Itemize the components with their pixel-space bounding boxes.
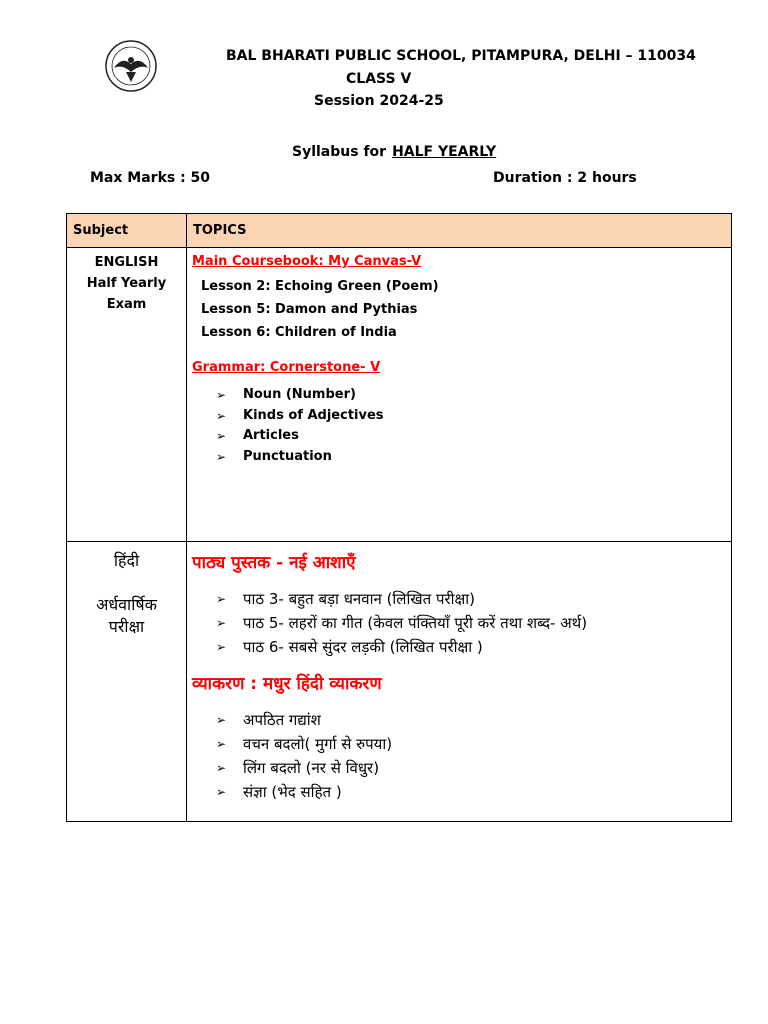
subject-line: Half Yearly (86, 276, 167, 291)
subject-line: अर्धवार्षिक (96, 595, 157, 614)
topics-hindi (187, 542, 732, 822)
lesson-item: Lesson 2: Echoing Green (Poem) (201, 279, 439, 294)
table-row-hindi (67, 542, 732, 822)
list-item: ➢ पाठ 5- लहरों का गीत (केवल पंक्तियाँ पूरी करें तथा शब्द- अर्थ) (216, 611, 731, 635)
subject-line: Exam (106, 297, 147, 312)
grammar-heading: Grammar: Cornerstone- V (192, 360, 381, 375)
subject-hindi (67, 542, 187, 822)
term-label: HALF YEARLY (392, 144, 497, 160)
list-item: ➢ Noun (Number) (216, 385, 731, 406)
list-item: ➢ पाठ 6- सबसे सुंदर लड़की (लिखित परीक्षा ) (216, 635, 731, 659)
coursebook-heading: Main Coursebook: My Canvas-V (192, 254, 422, 269)
list-item: ➢ संज्ञा (भेद सहित ) (216, 780, 731, 804)
max-marks: Max Marks : 50 (90, 170, 211, 186)
subject-line: परीक्षा (108, 617, 145, 636)
grammar-list (216, 385, 731, 467)
textbook-heading: पाठ्य पुस्तक - नई आशाएँ (192, 553, 356, 573)
list-item: ➢ Kinds of Adjectives (216, 406, 731, 427)
topics-english (187, 248, 732, 542)
subject-line: हिंदी (113, 551, 140, 570)
hindi-grammar-heading: व्याकरण : मधुर हिंदी व्याकरण (192, 674, 382, 694)
lesson-item: Lesson 5: Damon and Pythias (201, 302, 418, 317)
school-name: BAL BHARATI PUBLIC SCHOOL, PITAMPURA, DELHI – 110034 (226, 48, 696, 64)
list-item: ➢ अपठित गद्यांश (216, 708, 731, 732)
subject-english (67, 248, 187, 542)
list-item: ➢ Punctuation (216, 447, 731, 468)
list-item: ➢ Articles (216, 426, 731, 447)
session-label: Session 2024-25 (314, 93, 444, 109)
table-header-row (67, 214, 732, 248)
duration: Duration : 2 hours (493, 170, 637, 186)
column-header-subject: Subject (67, 214, 187, 248)
list-item: ➢ पाठ 3- बहुत बड़ा धनवान (लिखित परीक्षा) (216, 587, 731, 611)
hindi-lesson-list (216, 587, 731, 659)
subject-line: ENGLISH (94, 255, 159, 270)
class-label: CLASS V (346, 71, 412, 87)
list-item: ➢ लिंग बदलो (नर से विधुर) (216, 756, 731, 780)
lesson-item: Lesson 6: Children of India (201, 325, 397, 340)
hindi-grammar-list (216, 708, 731, 804)
syllabus-label: Syllabus for (292, 144, 387, 160)
column-header-topics: TOPICS (187, 214, 732, 248)
list-item: ➢ वचन बदलो( मुर्गा से रुपया) (216, 732, 731, 756)
school-logo (100, 38, 162, 94)
syllabus-table (66, 213, 732, 822)
syllabus-title (292, 144, 496, 160)
table-row-english (67, 248, 732, 542)
